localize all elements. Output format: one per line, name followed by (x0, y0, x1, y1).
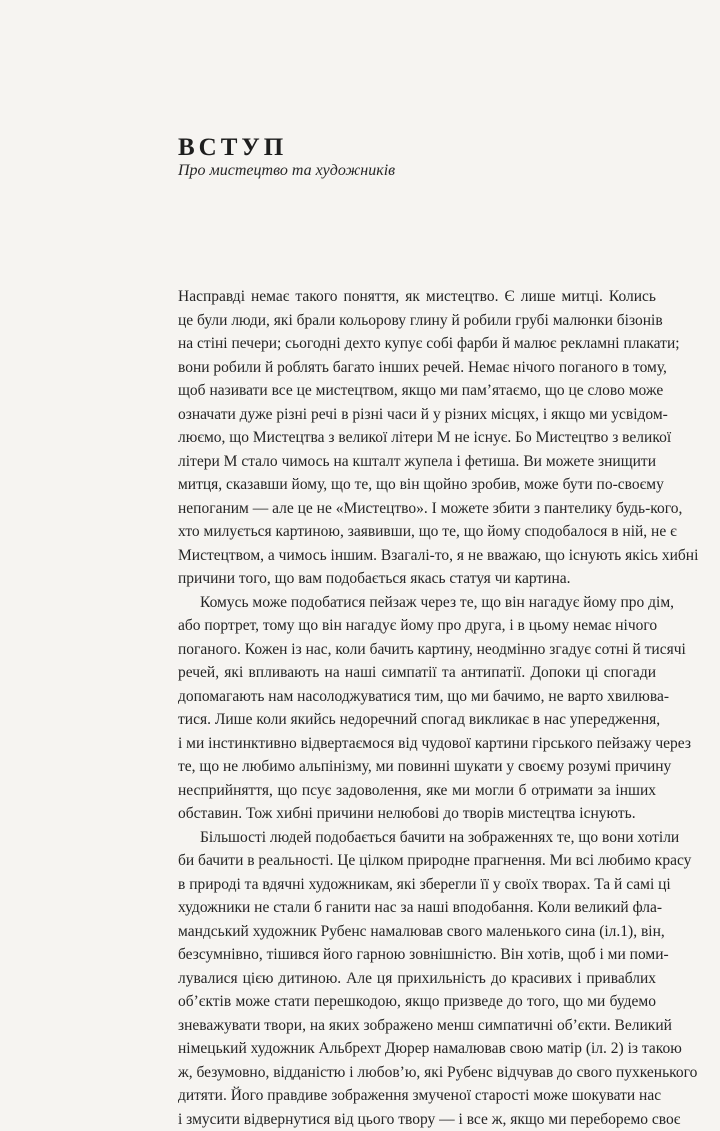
text-line: щоб називати все це мистецтвом, якщо ми пам’ятаємо, що це слово може (178, 379, 656, 403)
text-line: Комусь може подобатися пейзаж через те, що він нагадує йому про дім, (178, 591, 656, 615)
text-line: дитяти. Його правдиве зображення змученої старості може шокувати нас (178, 1084, 656, 1108)
text-line: речей, які впливають на наші симпатії та антипатії. Допоки ці спогади (178, 661, 656, 685)
text-line: би бачити в реальності. Це цілком природне прагнення. Ми всі любимо красу (178, 849, 656, 873)
text-line: несприйняття, що псує задоволення, яке ми могли б отримати за інших (178, 779, 656, 803)
text-line: ж, безумовно, відданістю і любов’ю, які Рубенс відчував до свого пухкенького (178, 1061, 656, 1085)
text-line: об’єктів може стати перешкодою, якщо призведе до того, що ми будемо (178, 990, 656, 1014)
text-line: Насправді немає такого поняття, як мистецтво. Є лише митці. Колись (178, 285, 656, 309)
text-line: люємо, що Мистецтва з великої літери М не існує. Бо Мистецтво з великої (178, 426, 656, 450)
text-line: хто милується картиною, заявивши, що те, що йому сподобалося в ній, не є (178, 520, 656, 544)
text-line: німецький художник Альбрехт Дюрер намалював свою матір (іл. 2) із такою (178, 1037, 656, 1061)
paragraph-3 (178, 826, 656, 1131)
text-line: вони робили й роблять багато інших речей. Немає нічого поганого в тому, (178, 356, 656, 380)
text-line: зневажувати твори, на яких зображено менш симпатичні об’єкти. Великий (178, 1014, 656, 1038)
text-line: митця, сказавши йому, що те, що він щойно зробив, може бути по-своєму (178, 473, 656, 497)
text-line: тися. Лише коли якийсь недоречний спогад викликає в нас упередження, (178, 708, 656, 732)
body-text (178, 285, 656, 1131)
text-line: Більшості людей подобається бачити на зображеннях те, що вони хотіли (178, 826, 656, 850)
chapter-title: ВСТУП (178, 133, 287, 163)
text-line: допомагають нам насолоджуватися тим, що ми бачимо, не варто хвилюва- (178, 685, 656, 709)
text-line: безсумнівно, тішився його гарною зовнішністю. Він хотів, щоб і ми поми- (178, 943, 656, 967)
text-line: в природі та вдячні художникам, які зберегли її у своїх творах. Та й самі ці (178, 873, 656, 897)
text-line: непоганим — але це не «Мистецтво». І можете збити з пантелику будь-кого, (178, 497, 656, 521)
text-line: причини того, що вам подобається якась статуя чи картина. (178, 567, 656, 591)
text-line: на стіні печери; сьогодні дехто купує собі фарби й малює рекламні плакати; (178, 332, 656, 356)
text-line: художники не стали б ганити нас за наші вподобання. Коли великий фла- (178, 896, 656, 920)
chapter-subtitle: Про мистецтво та художників (178, 160, 395, 182)
text-line: це були люди, які брали кольорову глину й робили грубі малюнки бізонів (178, 309, 656, 333)
text-line: обставин. Тож хибні причини нелюбові до творів мистецтва існують. (178, 802, 656, 826)
text-line: означати дуже різні речі в різні часи й у різних місцях, і якщо ми усвідом- (178, 403, 656, 427)
paragraph-1 (178, 285, 656, 591)
text-line: або портрет, тому що він нагадує йому про друга, і в цьому немає нічого (178, 614, 656, 638)
text-line: поганого. Кожен із нас, коли бачить картину, неодмінно згадує сотні й тисячі (178, 638, 656, 662)
text-line: і ми інстинктивно відвертаємося від чудової картини гірського пейзажу через (178, 732, 656, 756)
text-line: і змусити відвернутися від цього твору — і все ж, якщо ми переборемо своє (178, 1108, 656, 1131)
text-line: те, що не любимо альпінізму, ми повинні шукати у своєму розумі причину (178, 755, 656, 779)
paragraph-2 (178, 591, 656, 826)
text-line: лувалися цією дитиною. Але ця прихильність до красивих і приваблих (178, 967, 656, 991)
text-line: Мистецтвом, а чимось іншим. Взагалі-то, я не вважаю, що існують якісь хибні (178, 544, 656, 568)
text-line: літери М стало чимось на кшталт жупела і фетиша. Ви можете знищити (178, 450, 656, 474)
text-line: мандський художник Рубенс намалював свого маленького сина (іл.1), він, (178, 920, 656, 944)
